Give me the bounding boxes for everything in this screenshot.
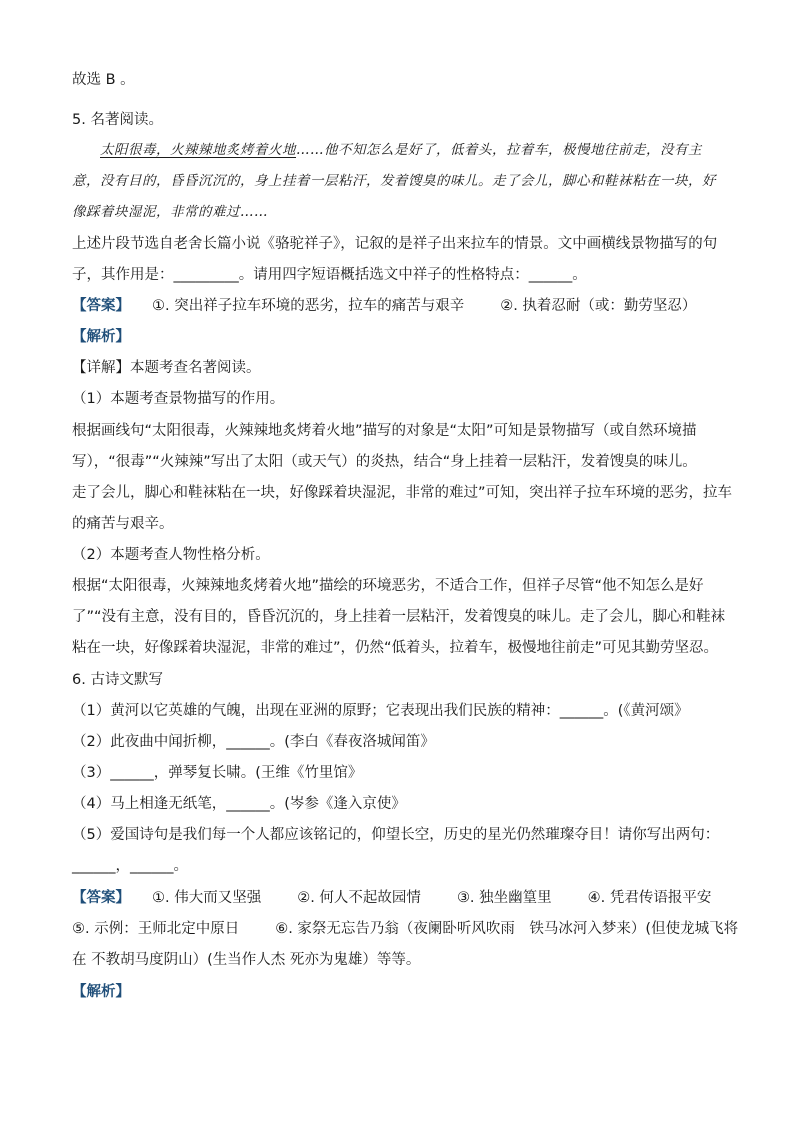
answer-line: 在 不教胡马度阴山）(生当作人杰 死亦为鬼雄）等等。 xyxy=(72,952,421,968)
answer-item: ②. 执着忍耐（或：勤劳坚忍） xyxy=(500,298,697,314)
answer-item: ②. 何人不起故园情 xyxy=(297,890,421,906)
text-line: 写），“很毒”“火辣辣”写出了太阳（或天气）的炎热，结合“身上挂着一层粘汗，发着馊臭的味儿。 xyxy=(72,454,697,470)
question-5-heading: 5. 名著阅读。 xyxy=(72,112,163,128)
answer-line xyxy=(72,919,738,939)
question-text: （5）爱国诗句是我们每一个人都应该铭记的，仰望长空，历史的星光仍然璀璨夺目！请你写出两句： xyxy=(72,827,720,843)
question-text: （3）______，弹琴复长啸。(王维《竹里馆》 xyxy=(72,765,363,781)
answer-line xyxy=(72,296,696,316)
answer-item: ⑤. 示例：王师北定中原日 xyxy=(72,921,240,937)
text-line: 故选 B 。 xyxy=(72,72,135,88)
passage-line: 意，没有目的，昏昏沉沉的，身上挂着一层粘汗，发着馊臭的味儿。走了会儿，脚心和鞋袜粘在一块，好 xyxy=(72,173,716,189)
answer-tag: 【答案】 xyxy=(72,890,130,906)
text-line: （2）本题考查人物性格分析。 xyxy=(72,547,270,563)
analysis-tag: 【解析】 xyxy=(72,984,130,1000)
text-line: 了”“没有主意，没有目的，昏昏沉沉的，身上挂着一层粘汗，发着馊臭的味儿。走了会儿，脚心和鞋袜 xyxy=(72,609,726,625)
detail-line: 【详解】本题考查名著阅读。 xyxy=(72,360,261,376)
answer-item: ⑥. 家祭无忘告乃翁（夜阑卧听风吹雨 铁马冰河入梦来）(但使龙城飞将 xyxy=(275,921,739,937)
text-line: 的痛苦与艰辛。 xyxy=(72,516,174,532)
answer-item: ③. 独坐幽篁里 xyxy=(456,890,552,906)
question-text: 子，其作用是：_________。请用四字短语概括选文中祥子的性格特点：______。 xyxy=(72,267,587,283)
answer-item: ①. 突出祥子拉车环境的恶劣，拉车的痛苦与艰辛 xyxy=(152,298,465,314)
underlined-scenery-sentence: 太阳很毒，火辣辣地炙烤着火地 xyxy=(100,142,296,158)
passage-text: ……他不知怎么是好了，低着头，拉着车，极慢地往前走，没有主 xyxy=(296,142,702,158)
passage-line xyxy=(100,140,702,160)
question-6-heading: 6. 古诗文默写 xyxy=(72,672,163,688)
answer-tag: 【答案】 xyxy=(72,298,130,314)
text-line: 根据“太阳很毒，火辣辣地炙烤着火地”描绘的环境恶劣，不适合工作，但祥子尽管“他不知怎么是好 xyxy=(72,578,704,594)
question-text: （1）黄河以它英雄的气魄，出现在亚洲的原野；它表现出我们民族的精神：______。(《黄河颂》 xyxy=(72,703,689,719)
answer-item: ①. 伟大而又坚强 xyxy=(152,890,262,906)
question-text: （4）马上相逢无纸笔，______。(岑参《逢入京使》 xyxy=(72,796,406,812)
text-line: 根据画线句“太阳很毒，火辣辣地炙烤着火地”描写的对象是“太阳”可知是景物描写（或自然环境描 xyxy=(72,423,697,439)
question-text: （2）此夜曲中闻折柳，______。(李白《春夜洛城闻笛》 xyxy=(72,734,435,750)
text-line: （1）本题考查景物描写的作用。 xyxy=(72,391,285,407)
answer-item: ④. 凭君传语报平安 xyxy=(587,890,712,906)
text-line: 走了会儿，脚心和鞋袜粘在一块，好像踩着块湿泥，非常的难过”可知，突出祥子拉车环境的恶劣，拉车 xyxy=(72,485,733,501)
question-text: 上述片段节选自老舍长篇小说《骆驼祥子》，记叙的是祥子出来拉车的情景。文中画横线景物描写的句 xyxy=(72,236,718,252)
answer-line xyxy=(72,888,711,908)
passage-line: 像踩着块湿泥，非常的难过…… xyxy=(72,204,268,220)
text-line: 粘在一块，好像踩着块湿泥，非常的难过”，仍然“低着头，拉着车，极慢地往前走”可见其勤劳坚忍。 xyxy=(72,640,719,656)
question-text: ______，______。 xyxy=(72,858,188,874)
analysis-tag: 【解析】 xyxy=(72,329,130,345)
